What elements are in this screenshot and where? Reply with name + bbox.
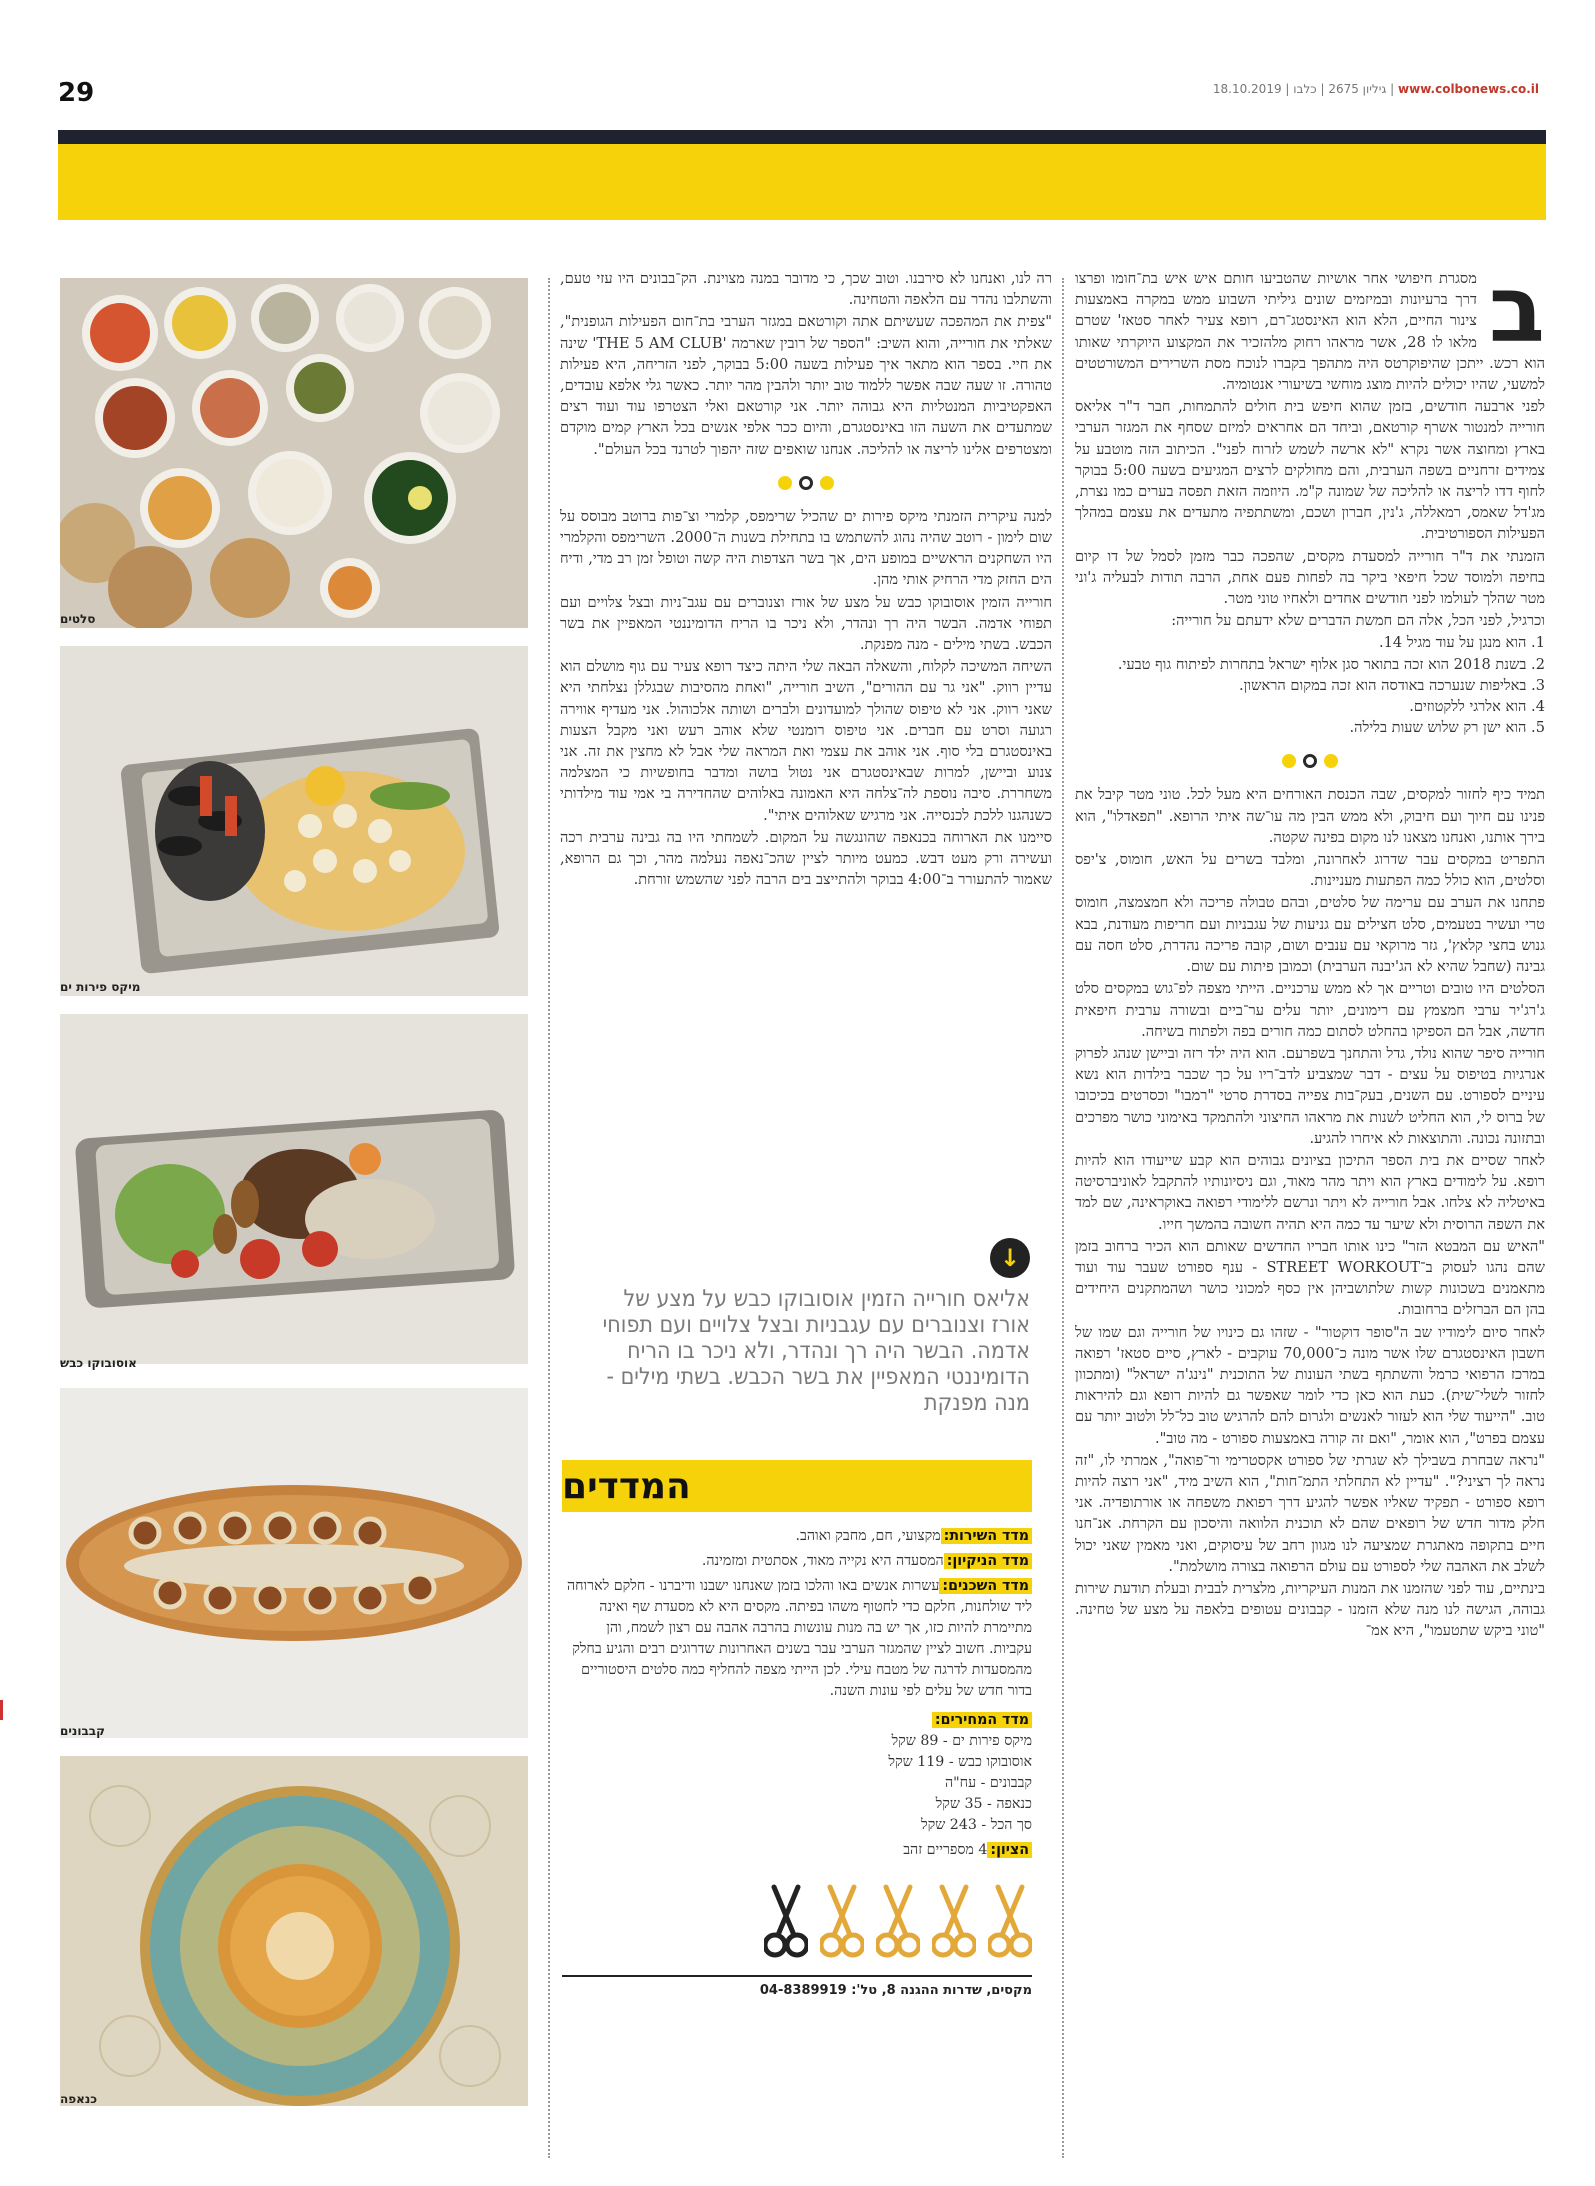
paragraph: למנה עיקרית הזמנתי מיקס פירות ים שהכיל שרימפס, קלמרי וצ־פות ברוטב מבוסס על שום לימון - רוטב שהיה נהוג להשתמש בו בתחילת בשנות ה־2000. השרימפס והקלמרי היו השחקנים הראשיים במופע הים, אך בשר הצדפות היה קשה וטופל זמן רב מדי, ודיח הים החזק מדי הרחיק אותי מהן. xyxy=(560,507,1052,589)
photo-caption: אוסובוקו כבש xyxy=(60,1356,137,1370)
score-scissors xyxy=(562,1883,1032,1961)
divider-dot xyxy=(799,476,813,490)
photo-kebabs xyxy=(60,1388,528,1738)
list-item: 1. הוא מנגן על עוד מגיל 14. xyxy=(1378,634,1545,652)
score-label: הציון: xyxy=(987,1842,1032,1858)
paragraph: סיימנו את הארוחה בכנאפה שהונגשה על המקום. לשמחתי היו בה גבינה ערבית רכה ועשירה ורק מעט דבש. כמעט מיותר לציין שהכ־נאפה נעלמה מהר, וכך גם הרופא, שאמור להתעורר ב־4:00 בבוקר ולהתייצב בים הרבה לפני שהשמש זורחת. xyxy=(560,828,1052,889)
scissors-icon xyxy=(820,1883,864,1961)
page-number: 29 xyxy=(58,78,95,108)
header-meta: 18.10.2019 | גיליון 2675 | כלבו | www.colbonews.co.il xyxy=(1212,82,1539,96)
paragraph: חורייה סיפר שהוא נולד, גדל והתחנך בשפרעם. הוא היה ילד רזה וביישן שנהג לפרוק אנרגיות בטיפוס על עצים - דבר שמצביע לדב־ריו על כך שכבר בילדות הוא נשא עיניים לספורט. עם השנים, בעק־בות צפייה בסדרת סרטי "רמבו" וכסרטים בכיכובו של ברוס לי, הוא החליט לשנות את מראהו החיצוני ולהתמקד באימוני כושר מפרכים ובתזונה נכונה. והתוצאות לא איחרו להגיע. xyxy=(1075,1044,1545,1147)
divider-dot xyxy=(820,476,834,490)
rating-label: מדד הניקיון: xyxy=(944,1553,1032,1569)
rating-row xyxy=(562,1576,1032,1702)
divider-dot xyxy=(1324,754,1338,768)
rating-label: מדד השירות: xyxy=(941,1528,1032,1544)
paragraph: מסגרת חיפושי אחר אושיות שהטביעו חותם איש איש בת־חומו ופרצו דרך ברעיונות ובמיזמים שונים גיליתי השבוע ממש במקרה באמצעות צינור החיים, הלא הוא האינסטג־רם, רופא צעיר לאחר סטאז' שטרם מלאו לו 28, אשר מראהו רחוק מלהזכיר את המקצוע היוקרתי שאותו הוא רכש. ייתכן שהיפוקרטס היה מתהפך בקברו לנוכח מסת השרירים המשורטטים למשעי, שהיו יכולים להיות מוצג מוחשי בשיעורי אנטומיה. xyxy=(1075,270,1545,394)
arrow-down-icon: ↓ xyxy=(990,1238,1030,1278)
paragraph: "צפית את המהפכה שעשיתם אתה וקורטאם במגזר הערבי בת־חום הפעילות הגופנית", שאלתי את חורייה, והוא השיב: "הספר של רובין שארמה 'THE 5 AM CLUB' שינה את חיי. בספר הוא מתאר איך פעילות בשעה 5:00 בבוקר, לפני הזריחה, היא פעילות טהורה. זו שעה שבה אפשר ללמוד טוב יותר ולהבין מהר יותר. כאשר גלי אלפא עובדים, האפקטיביות המנטליות היא גבוהה יותר. אני קורטאם ואלי הצטרפו עוד ועוד רצים שמתעדים את השעה הזו באינסטגרם, והיום ככר אלפי אנשים בכל הארץ קמים מוקדם ומצטרפים אלינו לריצה או להליכה. אנחנו שואפים שזה יהפוך לטרנד בכל העולם". xyxy=(560,313,1052,458)
photo-caption: מיקס פירות ים xyxy=(60,980,141,994)
facts-list xyxy=(1075,632,1545,738)
scissors-icon xyxy=(988,1883,1032,1961)
header-dark-bar xyxy=(58,130,1546,144)
ratings-box xyxy=(562,1460,1032,2160)
scissors-icon xyxy=(932,1883,976,1961)
section-divider xyxy=(1075,754,1545,768)
rating-row xyxy=(562,1526,1032,1547)
rating-text: מקצועי, חם, מחבק ואוהב. xyxy=(795,1528,941,1544)
paragraph: רה לנו, ואנחנו לא סירבנו. וטוב שכך, כי מדובר במנה מצוינת. הק־בבונים היו עזי טעם, והשתלבו נהדר עם הלאפה והטחינה. xyxy=(560,270,1052,309)
photo-seafood xyxy=(60,646,528,996)
price-line: סך הכל - 243 שקל xyxy=(921,1817,1032,1833)
paragraph: וכרגיל, לפני הכל, אלה הם חמשת הדברים שלא ידעתם על חורייה: xyxy=(1171,612,1545,630)
divider-dot xyxy=(1303,754,1317,768)
score-text: 4 מספריים זהב xyxy=(903,1842,988,1858)
pullquote-marker xyxy=(990,1238,1030,1278)
section-divider xyxy=(560,476,1052,490)
photo-salads xyxy=(60,278,528,628)
paragraph: תמיד כיף לחזור למקסים, שבה הכנסת האורחים היא מעל לכל. טוני מטר קיבל את פנינו עם חיוך ועם חיבוק, ולא ממש הבין מה עו־שה איתי הרופא. "תפאדלו", הוא בירך אותנו, ואנחנו מצאנו לנו מקום בפינה שקטה. xyxy=(1075,786,1545,846)
dropcap: ב xyxy=(1488,268,1545,363)
score-row xyxy=(562,1840,1032,1861)
article-column-2 xyxy=(560,268,1052,1138)
margin-mark xyxy=(0,1700,3,1720)
header-yellow-band xyxy=(58,144,1546,220)
paragraph: "האיש עם המבטא הזר" כינו אותו חבריו החדשים שאותם הוא הכיר ברחוב בזמן שהם נהגו לעסוק ב־STREET WORKOUT - ענף ספורט שעבר עוד ועוד מתאמנים בשכונות קשות שלתושביהן אין כסף למכוני כושר ושהמתקנים היחידים בהן הם הברזלים ברחובות. xyxy=(1075,1237,1545,1319)
paragraph: לפני ארבעה חודשים, בזמן שהוא חיפש בית חולים להתמחות, חבר ד"ר אליאס חורייה למנטור אשרף קורטאם, וביחד הם אחראים למיזם שסחף את המגזר הערבי בארץ ומחוצה אשר נקרא "לא ארשה לשמש לזרוח לפני". הכיתוב הזה מוטבע על צמידים זרחניים בשפה הערבית, והם מחולקים לרצים המגיעים בשעה 5:00 בבוקר לחוף דדו לריצה או להליכה של שמונה ק"מ. היוזמה הזאת תפסה בערים כמו נצרת, מג'דל שאמס, רמאללה, ג'נין, חברון ושכם, ומשתתפיה מתעדים את עצמם במהלך הפעילות הספורטיבית. xyxy=(1075,398,1545,543)
pullquote: אליאס חורייה הזמין אוסובוקו כבש על מצע של אורז וצנוברים עם עגבניות ובצל צלויים ועם תפוחי אדמה. הבשר היה רך ונהדר, ולא ניכר בו הריח הדומיננטי המאפיין את בשר הכבש. בשתי מילים - מנה מפנקת xyxy=(602,1286,1030,1416)
header-date: 18.10.2019 xyxy=(1212,82,1282,96)
photo-caption: סלטים xyxy=(60,612,96,626)
header-site[interactable]: www.colbonews.co.il xyxy=(1398,82,1539,96)
rating-text: עשרות אנשים באו והלכו בזמן שאנחנו ישבנו ודיברנו - חלקם לארוחה ליד שולחנות, חלקם כדי לחטוף משהו בפיתה. מקסים היא לא מסעדת שף ואינה מתיימרת להיות כזו, אך יש בה מנות עונשות בהרבה אהבה עם רצון לשמח, והן עקביות. חשוב לציין שהמגזר הערבי עבר בשנים האחרונות שדרוגים רבים והגיע בחלק מהמסעדות לדרגה של מטבח עילי. לכן הייתי מצפה להחליף כמה סלטים היסטוריים בדור חדש של עלים לפי עונות השנה. xyxy=(566,1578,1032,1699)
article-column-1 xyxy=(1075,268,1545,2153)
header-issue: גיליון 2675 xyxy=(1328,82,1387,96)
list-item: 4. הוא אלרגי ללקטוזים. xyxy=(1409,698,1545,716)
list-item: 3. באליפות שנערכה באודסה הוא זכה במקום הראשון. xyxy=(1239,676,1545,694)
photo-knafeh xyxy=(60,1756,528,2106)
photo-ossobuco xyxy=(60,1014,528,1364)
ratings-items xyxy=(562,1526,1032,1861)
paragraph: בינתיים, עוד לפני שהזמנו את המנות העיקריות, מלצרית לבבית ובעלת תודעת שירות גבוהה, הגישה לנו מנה שלא הזמנו - קבבונים עטופים בלאפה על מצע של טחינה. "טוני ביקש שתטעמו", היא אמ־ xyxy=(1075,1579,1545,1640)
photo-caption: כנאפה xyxy=(60,2092,98,2106)
list-item: 2. בשנת 2018 הוא זכה בתואר סגן אלוף ישראל בתחרות לפיתוח גוף טבעי. xyxy=(1117,655,1545,673)
rating-row xyxy=(562,1551,1032,1572)
scissors-icon xyxy=(876,1883,920,1961)
column-rule xyxy=(548,278,550,2158)
price-line: אוסובוקו כבש - 119 שקל xyxy=(888,1754,1032,1770)
paragraph: לאחר שסיים את בית הספר התיכון בציונים גבוהים הוא קבע שייעודו הוא להיות רופא. על לימודים בארץ הוא ויתר מהר מאוד, וגם ניסיונותיו להתקבל לאוניברסיטה באיטליה לא צלחו. אבל חורייה לא ויתר ונרשם ללימודי רפואה באוקראינה, שם למד את השפה הרוסית ולא שיער עד כמה היא תהיה חשובה בהמשך חייו. xyxy=(1075,1151,1545,1233)
price-line: מיקס פירות ים - 89 שקל xyxy=(891,1733,1032,1749)
restaurant-address: מקסים, שדרות ההגנה 8, טל': 04-8389919 xyxy=(562,1975,1032,1998)
paragraph: השיחה המשיכה לקלוח, והשאלה הבאה שלי היתה כיצד רופא צעיר עם גוף מושלם הוא עדיין רווק. "אני גר עם ההורים", השיב חורייה, "ואחת מהסיבות שבגללן נצלחתי היא שאני רווק. אני לא טיפוס שהולך למועדונים ולברים ושותה אלכוהול. אני מעדיף אווירה רגועה וסרט עם חברים. אני טיפוס רומנטי שלא אוהב רעש ואני מקבל הצעות באינסטגרם בלי סוף. אני אוהב את עצמי ואת המראה שלי אבל לא מחצין את זה. אני צנוע וביישן, למרות שבאינסטגרם אני נטול בושה ומדבר בחופשיות כי המצלמה משחררת. סיבה נוספת לה־צלחה היא האמונה באלוהים שהחדירה בי אמי עוד מילדותי כשנהגנו ללכת לכנסייה. אני מרגיש שאלוהים איתי". xyxy=(560,658,1052,824)
ratings-title: המדדים xyxy=(562,1460,1032,1512)
list-item: 5. הוא ישן רק שלוש שעות בלילה. xyxy=(1349,719,1545,737)
paragraph: פתחנו את הערב עם ערימה של סלטים, ובהם טבולה פריכה ולא חמצמצה, חומוס טרי ועשיר בטעמים, סלט חצילים עם גניעות של עגבניות ועם חריפות מעודנת, בבא גנוש בחצי קלאץ', גזר מרוקאי עם ענבים ושום, קובה פריכה נהדרת, סלט חסה עם גבינה (שחבל שהיא לא הג'יבנה הערבית) וכמובן פיתות עם שום. xyxy=(1075,894,1545,976)
paragraph: חורייה הזמין אוסובוקו כבש על מצע של אורז וצנוברים עם עגב־ניות ובצל צלויים ועם תפוחי אדמה. הבשר היה רך ונהדר, ולא ניכר בו הריח הדומיננטי המאפיין את בשר הכבש. בשתי מילים - מנה מפנקת. xyxy=(560,593,1052,654)
divider-dot xyxy=(1282,754,1296,768)
prices-label: מדד המחירים: xyxy=(932,1712,1032,1728)
header-publication: כלבו xyxy=(1293,82,1317,96)
photo-caption: קבבונים xyxy=(60,1724,105,1738)
rating-text: המסעדה היא נקייה מאוד, אסתטית ומזמינה. xyxy=(701,1553,944,1569)
price-line: קבבונים - עח"ה xyxy=(944,1775,1032,1791)
paragraph: לאחר סיום לימודיו שב ה"סופר דוקטור" - שזהו גם כינויו של חורייה וגם שמו של חשבון האינסטגרם שלו אשר מונה כ־70,000 עוקבים - לארץ, סיים סטאז' רפואה במרכז הרפואי כרמל והשתתף בשתי העונות של התוכנית "נינג'ה ישראל" (ומתכוון לחזור לשלי־שית). כעת הוא כאן כדי לומר שאפשר גם להיות רופא וגם להיראות טוב. "הייעוד שלי הוא לעזור לאנשים ולגרום להם להרגיש טוב כל־לל ולטוב יותר עם עצמם בפרט", הוא אומר, "ואם זה קורה באמצעות ספורט - מה טוב". xyxy=(1075,1323,1545,1447)
paragraph: הזמנתי את ד"ר חורייה למסעדת מקסים, שהפכה כבר מזמן לסמל של דו קיום בחיפה ולמוסד שכל חיפאי ביקר בה לפחות פעם אחת, הרבה תודות לבעליה ג'וני מטר שהלך לעולמו לפני חודשים אחדים ולאחיו טוני מטר. xyxy=(1075,547,1545,608)
prices-block xyxy=(562,1710,1032,1836)
paragraph: "נראה שבחרת בשבילך לא שגרתי של ספורט אקסטרימי ור־פואה", אמרתי לו, "זה נראה לך רציני?". "עדיין לא התחלתי התמ־חות", הוא השיב מיד, "אני רוצה להיות רופא ספורט - תפקיד שאליו אפשר להגיע דרך רפואת משפחה או אורתופדיה. אני חלק מדור חדש של רופאים שהם לא תוכנית הלוואה והיסכון עם הקרחת. אנ־חנו חיים בתקופה מאתגרת שמציעה לנו מגוון רחב של עיסוקים, ואני מאמין שאני יכול לשלב את האהבה שלי לספורט עם עולם הרפואה בצורה מושלמת". xyxy=(1075,1451,1545,1575)
price-line: כנאפה - 35 שקל xyxy=(935,1796,1032,1812)
paragraph: הסלטים היו טובים וטריים אך לא ממש ערכניים. הייתי מצפה לפ־גוש במקסים סלט ג'רג'יר ערבי חמצמץ עם רימונים, יותר עלים ער־ביים ובשורה ערבית חיפאית חדשה, אבל הם הספיקו בהחלט לסתום כמה חורים בפה ולפתוח בשיחה. xyxy=(1075,980,1545,1040)
paragraph: התפריט במקסים עבר שדרוג לאחרונה, ומלבד בשרים על האש, חומוס, צ'יפס וסלטים, הוא כולל כמה הפתעות מעניינות. xyxy=(1075,851,1545,890)
scissors-icon xyxy=(764,1883,808,1961)
divider-dot xyxy=(778,476,792,490)
column-rule xyxy=(1062,278,1064,2158)
rating-label: מדד השכנים: xyxy=(939,1578,1032,1594)
